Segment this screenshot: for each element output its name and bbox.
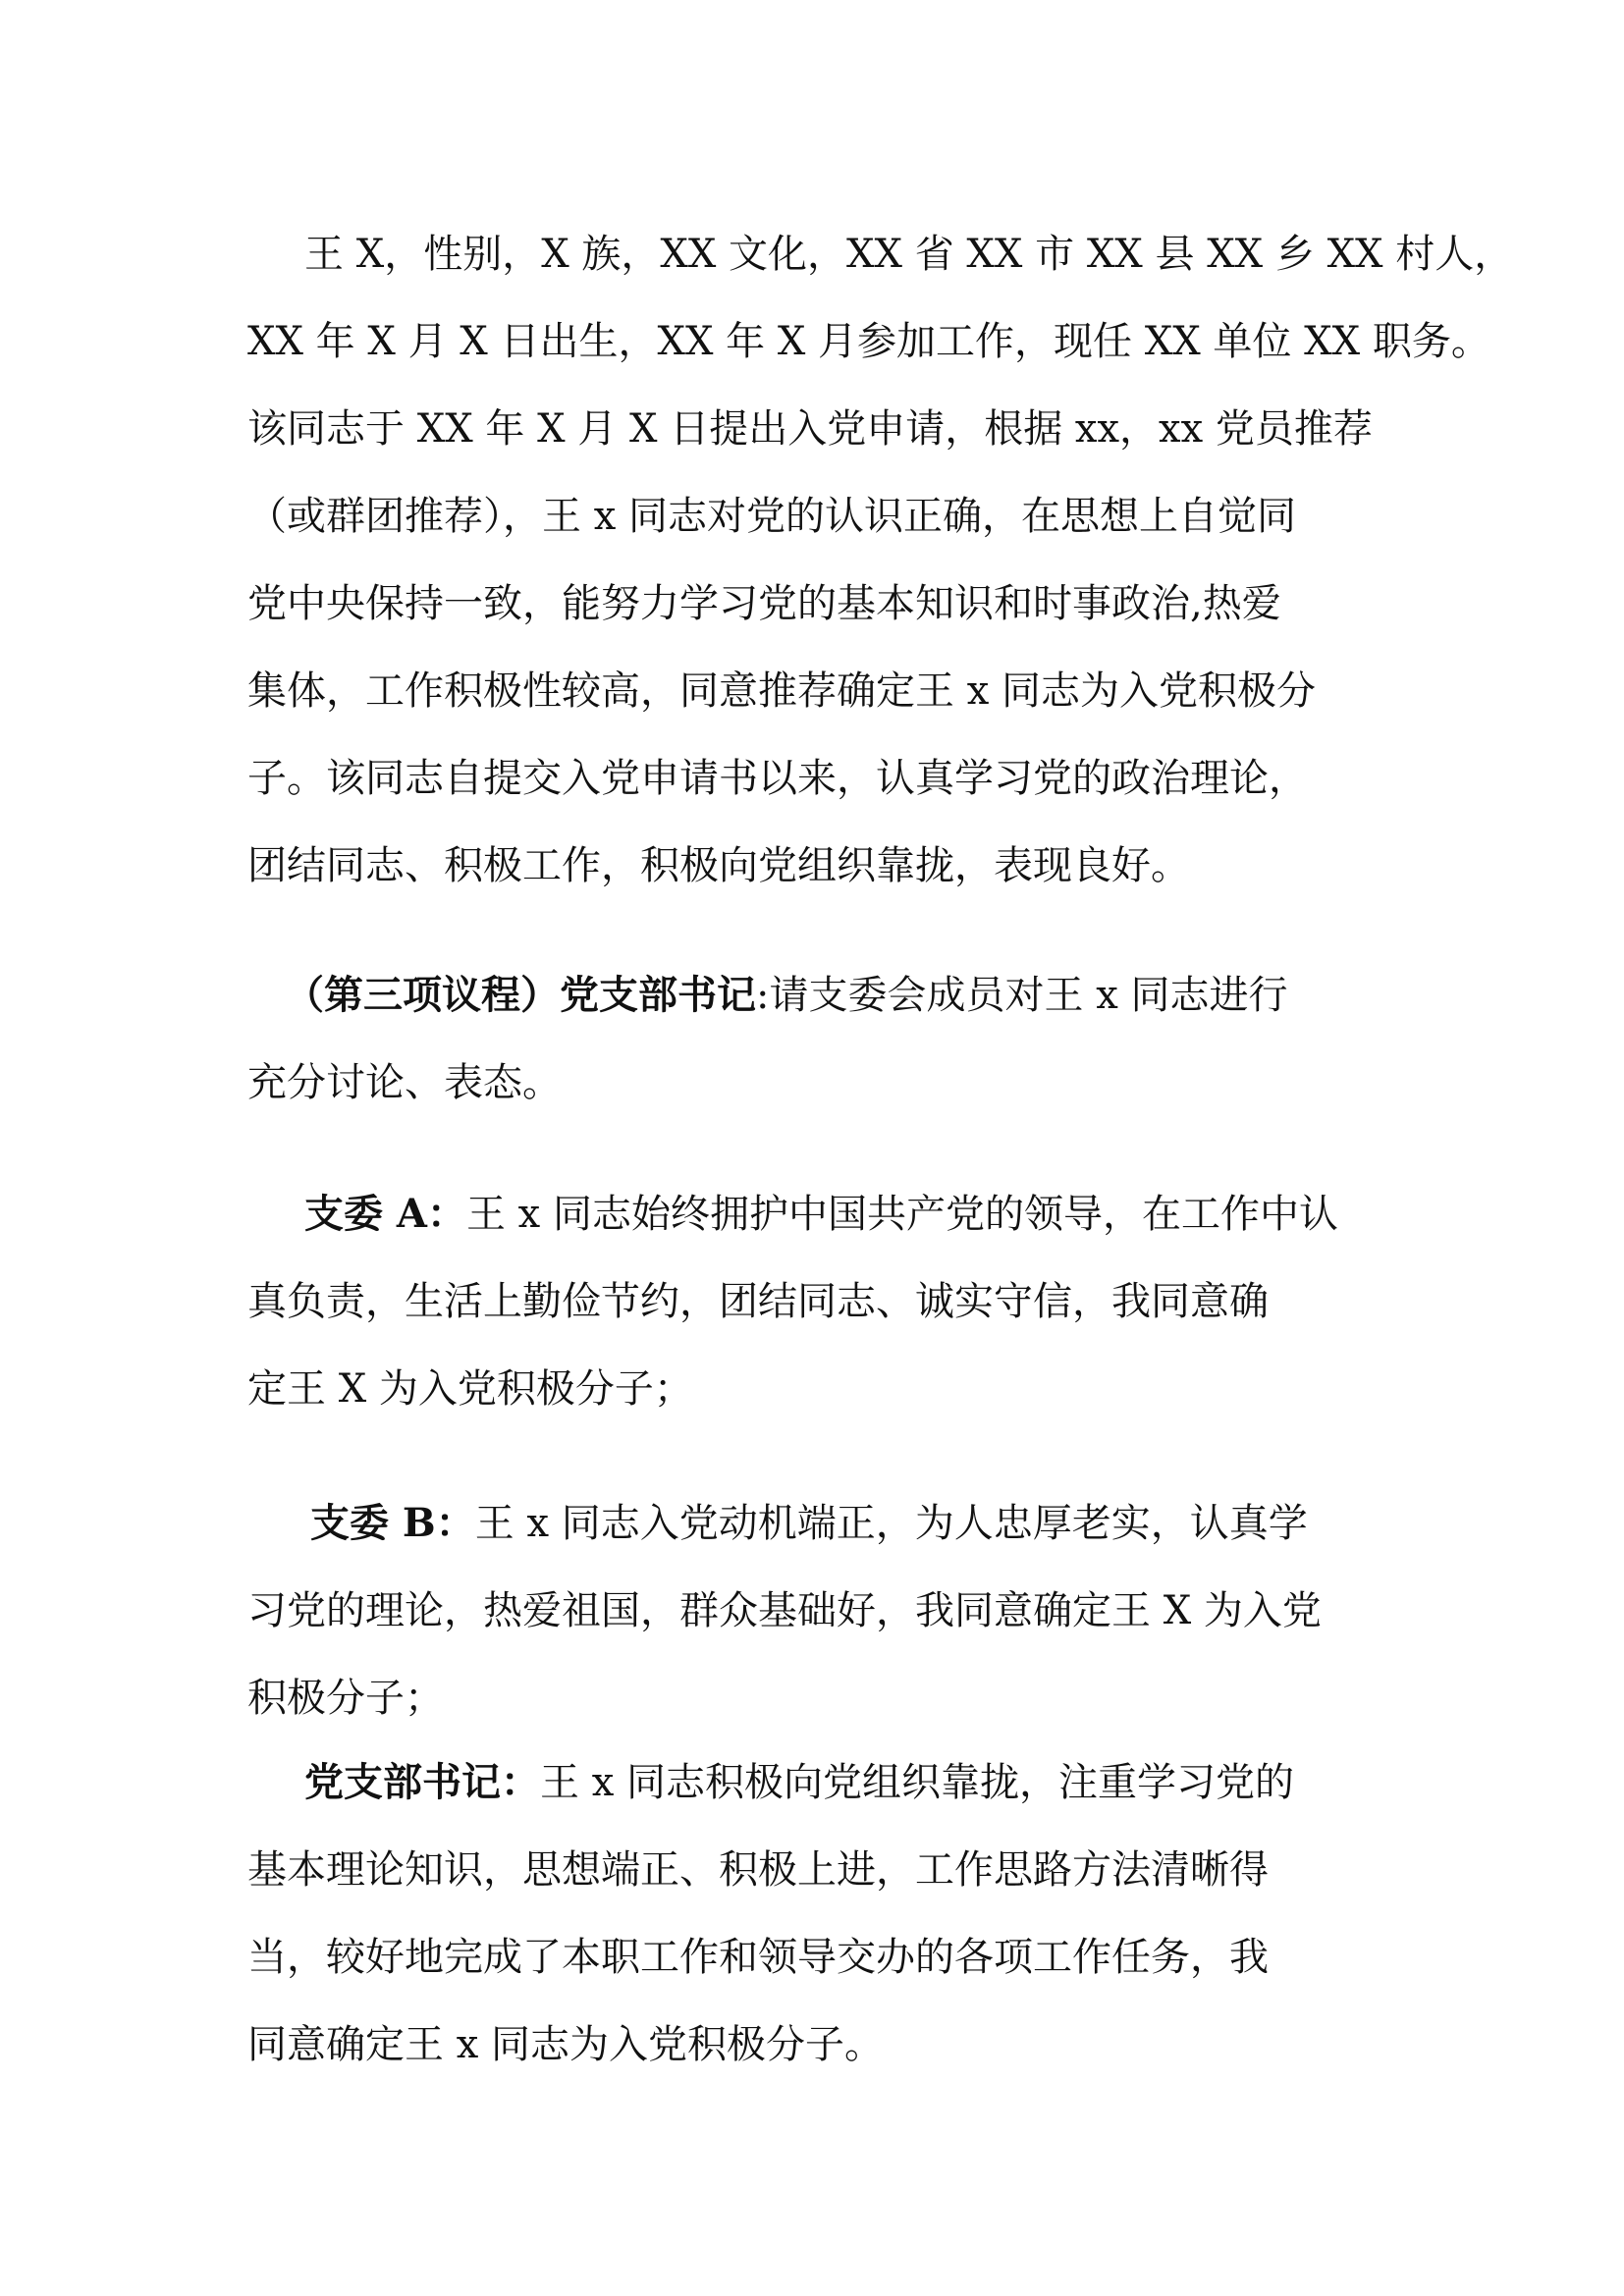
member-a-speaker: 支委 A： — [304, 1191, 466, 1237]
agenda-line-2: 充分讨论、表态。 — [247, 1060, 562, 1105]
member-b-line-1 — [310, 1500, 1308, 1547]
member-b-speaker: 支委 B： — [310, 1500, 475, 1546]
secretary-text: 王 x 同志积极向党组织靠拢，注重学习党的 — [540, 1760, 1294, 1805]
intro-line-1: 王 X，性别，X 族，XX 文化，XX 省 XX 市 XX 县 XX 乡 XX 村人， — [304, 232, 1514, 277]
member-a-line-3: 定王 X 为入党积极分子； — [247, 1366, 693, 1412]
intro-line-5: 党中央保持一致，能努力学习党的基本知识和时事政治,热爱 — [247, 581, 1281, 626]
member-a-text: 王 x 同志始终拥护中国共产党的领导，在工作中认 — [465, 1192, 1338, 1237]
intro-line-7: 子。该同志自提交入党申请书以来，认真学习党的政治理论， — [247, 756, 1308, 801]
intro-line-8: 团结同志、积极工作，积极向党组织靠拢，表现良好。 — [247, 843, 1190, 888]
member-a-line-1 — [304, 1191, 1338, 1238]
member-b-line-3: 积极分子； — [247, 1676, 444, 1721]
agenda-separator: : — [756, 973, 770, 1018]
intro-line-6: 集体，工作积极性较高，同意推荐确定王 x 同志为入党积极分 — [247, 668, 1316, 714]
intro-line-2: XX 年 X 月 X 日出生，XX 年 X 月参加工作，现任 XX 单位 XX 职务。 — [247, 319, 1490, 364]
agenda-speaker: （第三项议程）党支部书记 — [285, 972, 756, 1018]
agenda-text: 请支委会成员对王 x 同志进行 — [769, 973, 1288, 1018]
secretary-speaker: 党支部书记： — [304, 1759, 540, 1805]
secretary-line-1 — [304, 1759, 1294, 1806]
intro-line-3: 该同志于 XX 年 X 月 X 日提出入党申请，根据 xx，xx 党员推荐 — [247, 406, 1373, 452]
intro-line-4: （或群团推荐），王 x 同志对党的认识正确，在思想上自觉同 — [247, 494, 1296, 539]
secretary-line-3: 当，较好地完成了本职工作和领导交办的各项工作任务，我 — [247, 1935, 1269, 1980]
secretary-line-2: 基本理论知识，思想端正、积极上进，工作思路方法清晰得 — [247, 1847, 1269, 1893]
agenda-line-1 — [285, 972, 1287, 1019]
member-a-line-2: 真负责，生活上勤俭节约，团结同志、诚实守信，我同意确 — [247, 1279, 1269, 1324]
member-b-line-2: 习党的理论，热爱祖国，群众基础好，我同意确定王 X 为入党 — [247, 1588, 1322, 1633]
secretary-line-4: 同意确定王 x 同志为入党积极分子。 — [247, 2022, 884, 2067]
member-b-text: 王 x 同志入党动机端正，为人忠厚老实，认真学 — [474, 1501, 1308, 1546]
